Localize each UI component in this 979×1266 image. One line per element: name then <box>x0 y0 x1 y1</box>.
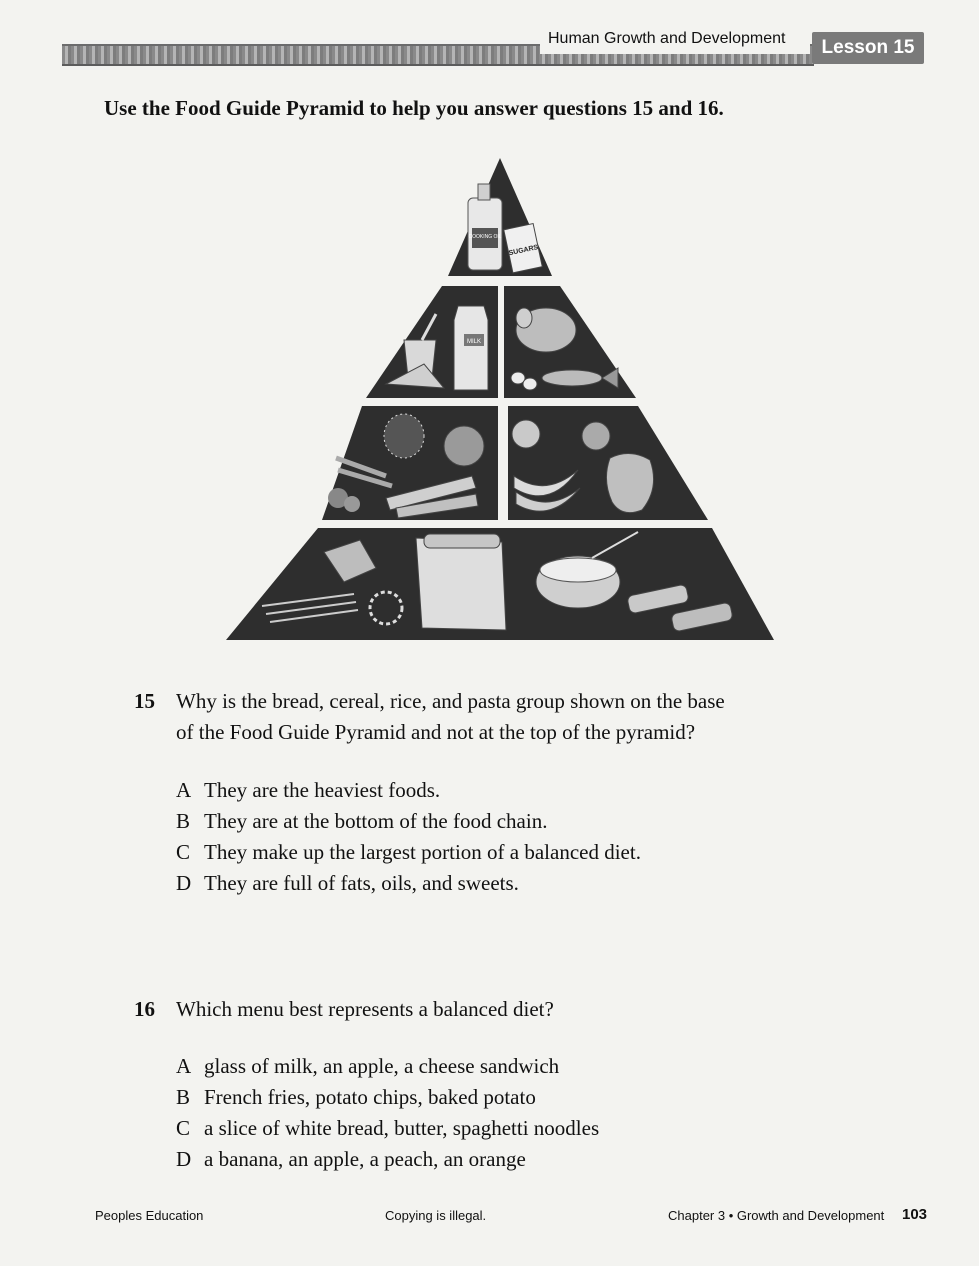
milk-carton-label: MILK <box>466 339 482 345</box>
instruction-heading: Use the Food Guide Pyramid to help you answer questions 15 and 16. <box>104 96 724 120</box>
answer-option-15a[interactable] <box>176 778 440 803</box>
cabbage-icon <box>444 426 484 466</box>
option-letter: A <box>176 1054 192 1078</box>
oil-bottle-label: COOKING OIL <box>468 234 502 240</box>
option-text: a banana, an apple, a peach, an orange <box>204 1147 526 1171</box>
bread-loaf-icon <box>416 534 506 630</box>
answer-option-16a[interactable] <box>176 1054 559 1079</box>
question-number: 15 <box>134 689 155 713</box>
option-letter: D <box>176 1147 192 1171</box>
lesson-tab: Lesson 15 <box>812 32 924 64</box>
footer-chapter: Chapter 3 • Growth and Development <box>668 1208 885 1223</box>
option-text: They are the heaviest foods. <box>204 778 441 802</box>
milk-carton-icon <box>454 306 488 390</box>
answer-option-16b[interactable] <box>176 1085 536 1110</box>
option-text: They are full of fats, oils, and sweets. <box>204 871 519 895</box>
food-guide-pyramid <box>226 158 774 643</box>
option-letter: C <box>176 840 191 864</box>
option-letter: B <box>176 1085 191 1109</box>
pepper-icon <box>606 453 653 512</box>
question-text-line: Why is the bread, cereal, rice, and pasta group shown on the base <box>176 689 725 713</box>
question-number: 16 <box>134 997 155 1021</box>
question-text-line: Which menu best represents a balanced diet? <box>176 997 554 1021</box>
option-text: They make up the largest portion of a balanced diet. <box>204 840 641 864</box>
option-letter: A <box>176 778 192 802</box>
answer-option-16c[interactable] <box>176 1116 599 1141</box>
option-text: French fries, potato chips, baked potato <box>204 1085 536 1109</box>
option-text: a slice of white bread, butter, spaghetti noodles <box>204 1116 600 1140</box>
option-letter: B <box>176 809 191 833</box>
answer-option-15d[interactable] <box>176 871 519 896</box>
sugar-bag-label: SUGARS <box>508 244 539 258</box>
option-letter: C <box>176 1116 191 1140</box>
question-text-line: of the Food Guide Pyramid and not at the top of the pyramid? <box>176 720 696 744</box>
answer-option-15c[interactable] <box>176 840 641 865</box>
option-letter: D <box>176 871 192 895</box>
peas-icon <box>384 414 424 458</box>
footer-copyright: Copying is illegal. <box>385 1208 487 1223</box>
option-text: glass of milk, an apple, a cheese sandwich <box>204 1054 560 1078</box>
chicken-icon <box>516 308 576 352</box>
page-number: 103 <box>902 1206 928 1223</box>
answer-option-16d[interactable] <box>176 1147 526 1172</box>
header-subject: Human Growth and Development <box>548 30 786 47</box>
footer-publisher: Peoples Education <box>95 1208 204 1223</box>
option-text: They are at the bottom of the food chain. <box>204 809 548 833</box>
answer-option-15b[interactable] <box>176 809 547 834</box>
